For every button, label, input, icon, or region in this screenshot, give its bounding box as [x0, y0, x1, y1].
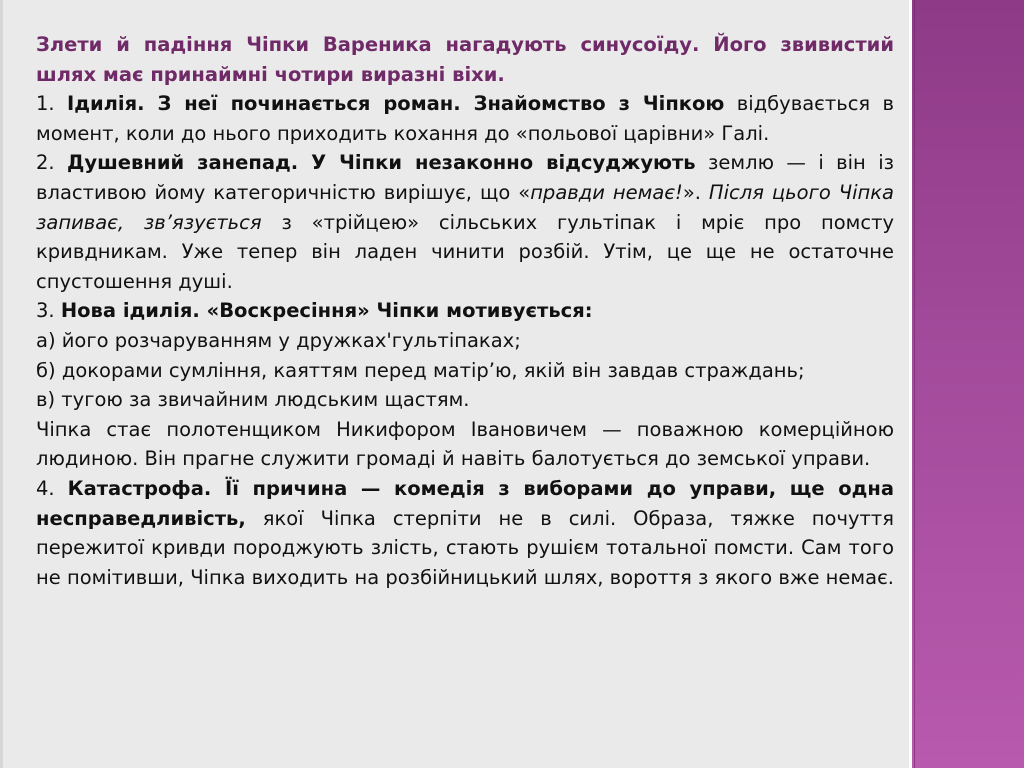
- stage-2-emphasis: Після цього Чіпка запиває, зв’язується: [36, 180, 894, 234]
- intro-paragraph: Злети й падіння Чіпки Вареника нагадують синусоїду. Його звивистий шлях має принаймні чотири виразні віхи.: [36, 33, 894, 86]
- stage-4-paragraph: [36, 474, 894, 592]
- stage-4-heading: Катастрофа. Її причина — комедія з виборами до управи, ще одна несправедливість,: [36, 476, 894, 530]
- stage-1-paragraph: [36, 89, 894, 148]
- stage-2-text-2: ».: [682, 180, 709, 204]
- left-edge-strip: [0, 0, 3, 768]
- stage-3-paragraph: [36, 296, 894, 326]
- stage-1-heading: Ідилія. З неї починається роман. Знайомство з Чіпкою: [66, 92, 725, 116]
- stage-4-number: 4.: [36, 476, 55, 500]
- stage-1-number: 1.: [36, 92, 55, 116]
- decorative-band-line: [914, 0, 915, 768]
- stage-1-text: відбувається в момент, коли до нього приходить кохання до «польової царівни» Галі.: [36, 92, 894, 145]
- stage-2-paragraph: [36, 148, 894, 296]
- stage-2-text-1: землю — і він із властивою йому категоричністю вирішує, що «: [36, 151, 894, 204]
- stage-3-number: 3.: [36, 299, 55, 323]
- stage-2-number: 2.: [36, 151, 55, 175]
- stage-3-after: Чіпка стає полотенщиком Никифором Івановичем — поважною комерційною людиною. Він прагне служити громаді й навіть балотується до земської управи.: [36, 417, 894, 471]
- stage-3-item-b: б) докорами сумління, каяттям перед матір’ю, якій він завдав страждань;: [36, 358, 805, 382]
- stage-3-heading: Нова ідилія. «Воскресіння» Чіпки мотивується:: [60, 299, 593, 323]
- stage-2-quote: правди немає!: [530, 180, 683, 204]
- stage-3-item-c: в) тугою за звичайним людським щастям.: [36, 388, 470, 412]
- stage-2-text-3: з «трійцею» сільських гультіпак і мріє про помсту кривдникам. Уже тепер він ладен чинити розбій. Утім, це ще не остаточне спустошення душі.: [36, 210, 895, 293]
- stage-4-text: якої Чіпка стерпіти не в силі. Образа, тяжке почуття пережитої кривди породжують злість, стають рушієм тотальної помсти. Сам того не помітивши, Чіпка виходить на розбійницький шлях, вороття з якого вже немає.: [36, 506, 894, 589]
- stage-3-item-a: а) його розчаруванням у дружках'гультіпаках;: [36, 328, 521, 352]
- stage-2-heading: Душевний занепад. У Чіпки незаконно відсуджують: [67, 151, 696, 175]
- slide-text-body: [36, 30, 894, 592]
- decorative-purple-band: [912, 0, 1024, 768]
